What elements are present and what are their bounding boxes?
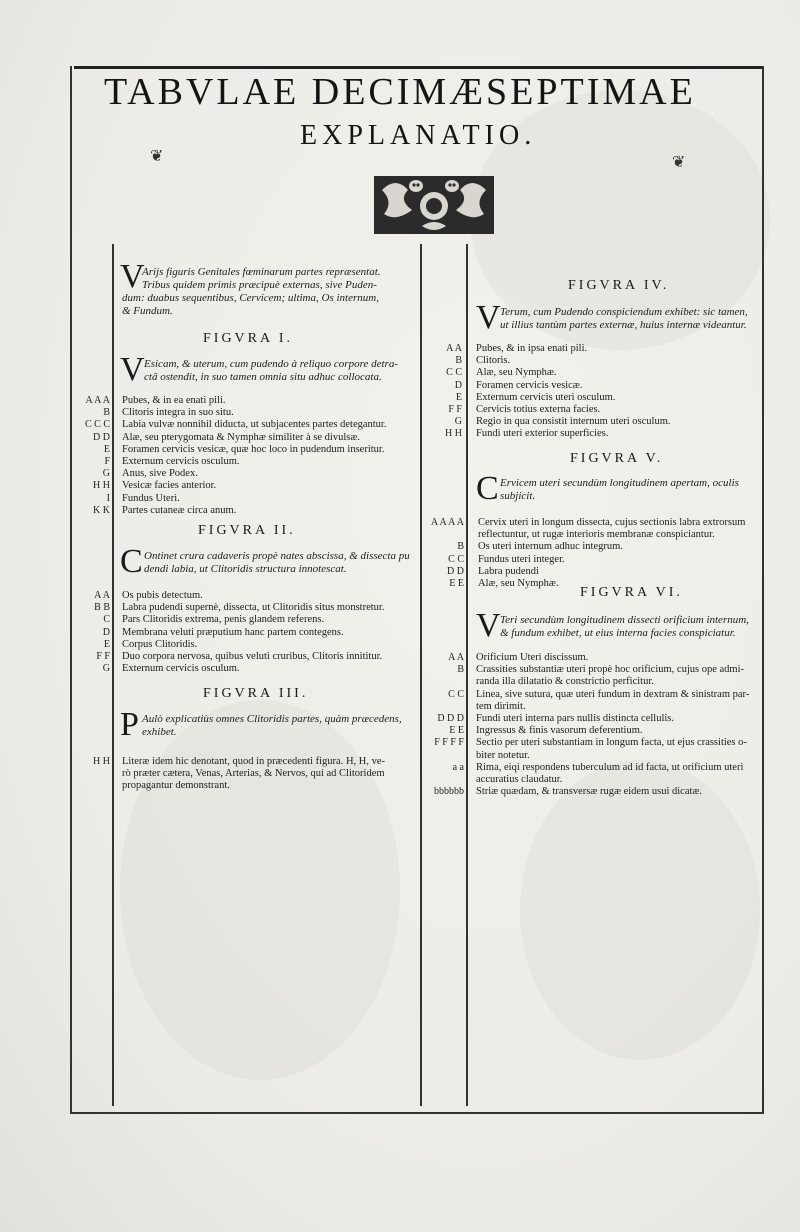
figura2-reference-letter: B B: [94, 602, 110, 614]
figura2-reference-letter: A A: [94, 590, 110, 601]
intro-dropcap: V: [120, 258, 145, 295]
figura1-reference-letter: D D: [93, 431, 110, 443]
figura-5-dropcap: C: [476, 470, 499, 507]
figura-6-heading: FIGVRA VI.: [580, 585, 683, 600]
frame-top-rule: [74, 66, 764, 69]
figura5-item: reflectuntur, ut rugæ interioris membranæ conspiciantur.: [478, 529, 715, 541]
figura5-reference-letter: B: [457, 541, 464, 553]
figura1-reference-letter: H H: [93, 480, 110, 492]
figura6-item: tem dirimit.: [476, 700, 526, 712]
figura-3-dropcap: P: [120, 706, 139, 743]
figura6-item: Crassities substantiæ uteri propè hoc orificium, cujus ope admi-: [476, 664, 744, 676]
figura-6-dropcap: V: [476, 607, 501, 644]
figura6-item: Linea, sive sutura, quæ uteri fundum in dextram & sinistram par-: [476, 688, 750, 700]
figura1-item: Externum cervicis osculum.: [122, 456, 240, 467]
figura4-reference-letter: D: [454, 379, 462, 391]
figura-1-dropcap: V: [120, 351, 145, 388]
figura4-item: Regio in qua consistit internum uteri osculum.: [476, 416, 671, 428]
figura4-item: Alæ, seu Nymphæ.: [476, 367, 557, 379]
left-column-rule: [112, 244, 114, 1106]
figura1-reference-letter: E: [103, 443, 110, 455]
figura3-item: propagantur demonstrant.: [122, 780, 230, 792]
figura6-reference-letter: bbbbbb: [434, 786, 464, 798]
figura4-reference-letter: C C: [446, 367, 462, 379]
figura-1-heading: FIGVRA I.: [203, 331, 294, 346]
figura4-reference-letter: H H: [445, 428, 462, 440]
figura2-reference-letter: G: [102, 663, 110, 675]
figura3-item: Literæ idem hic denotant, quod in præcedenti figura. H, H, ve-: [122, 756, 386, 767]
figura6-item: accuratius claudatur.: [476, 774, 563, 785]
figura-2-dropcap: C: [120, 543, 143, 580]
figura6-item: randa illa dilatatio & constrictio perficitur.: [476, 676, 654, 688]
right-column-rule: [466, 244, 468, 1106]
figura-6-desc: Teri secundùm longitudinem dissecti orificium internum,: [500, 614, 749, 626]
figura6-reference-letter: C C: [448, 688, 464, 700]
frame-left-rule: [70, 66, 72, 1112]
figura-4-desc: Terum, cum Pudendo conspiciendum exhibet: sic tamen,: [500, 306, 748, 318]
figura4-reference-letter: G: [454, 416, 462, 428]
fleuron-right-icon: ❦: [672, 152, 686, 171]
figura4-item: Pubes, & in ipsa enati pili.: [476, 343, 588, 354]
figura5-item: Os uteri internum adhuc integrum.: [478, 541, 623, 553]
figura1-reference-letter: F: [104, 456, 110, 467]
figura4-reference-letter: B: [455, 355, 462, 367]
figura2-item: Pars Clitoridis extrema, penis glandem referens.: [122, 614, 325, 626]
figura-1-desc: Esicam, & uterum, cum pudendo à reliquo corpore detra-: [144, 358, 398, 370]
figura5-item: Cervix uteri in longum dissecta, cujus sectionis labra extrorsum: [478, 517, 746, 528]
figura1-item: Foramen cervicis vesicæ, quæ hoc loco in pudendum inseritur.: [122, 443, 385, 455]
figura4-item: Externum cervicis uteri osculum.: [476, 391, 616, 403]
figura1-item: Partes cutaneæ circa anum.: [122, 504, 237, 516]
figura4-reference-letter: A A: [446, 343, 462, 354]
figura2-item: Os pubis detectum.: [122, 590, 203, 601]
figura4-item: Cervicis totius externa facies.: [476, 404, 601, 415]
figura-5-desc: subjicit.: [500, 490, 536, 502]
figura2-reference-letter: C: [103, 614, 110, 626]
paper-stain: [520, 760, 760, 1060]
page-subtitle: EXPLANATIO.: [300, 120, 537, 151]
woodcut-ornament-icon: [372, 170, 496, 240]
frame-bottom-rule: [70, 1112, 764, 1114]
figura-4-desc: ut illius tantùm partes externæ, huius internæ videantur.: [500, 319, 747, 331]
figura-2-desc: Ontinet crura cadaveris propè nates abscissa, & dissecta pu: [144, 550, 410, 562]
figura2-item: Duo corpora nervosa, quibus veluti cruribus, Clitoris innititur.: [122, 651, 383, 662]
figura6-item: Striæ quædam, & transversæ rugæ eidem usui dicatæ.: [476, 786, 703, 798]
figura-5-desc: Ervicem uteri secundùm longitudinem apertam, oculis: [500, 477, 739, 489]
figura4-reference-letter: E: [455, 391, 462, 403]
figura-3-desc: Aulò explicatiùs omnes Clitoridis partes, quàm præcedens,: [142, 713, 402, 725]
figura1-reference-letter: G: [102, 468, 110, 480]
figura2-item: Corpus Clitoridis.: [122, 638, 198, 650]
figura3-item: rò præter cætera, Venas, Arterias, & Nervos, qui ad Clitoridem: [122, 768, 385, 780]
figura-5-heading: FIGVRA V.: [570, 451, 664, 466]
figura2-reference-letter: F F: [96, 651, 110, 662]
figura4-item: Fundi uteri exterior superficies.: [476, 428, 609, 440]
figura1-reference-letter: K K: [93, 504, 110, 516]
figura6-reference-letter: B: [457, 664, 464, 676]
figura3-reference-letter: H H: [93, 756, 110, 767]
figura6-reference-letter: D D D: [437, 713, 464, 724]
figura1-reference-letter: A A A: [85, 395, 110, 406]
figura6-item: biter notetur.: [476, 749, 530, 761]
figura6-reference-letter: E E: [449, 725, 464, 737]
figura6-reference-letter: A A: [448, 652, 464, 663]
figura6-item: Sectio per uteri substantiam in longum facta, ut ejus crassities o-: [476, 737, 747, 749]
fleuron-left-icon: ❦: [150, 146, 164, 165]
intro-line: Tribus quidem primis præcipuè externas, sive Puden-: [142, 279, 377, 291]
figura2-reference-letter: D: [102, 626, 110, 638]
figura-4-heading: FIGVRA IV.: [568, 278, 670, 293]
figura-4-dropcap: V: [476, 299, 501, 336]
figura5-reference-letter: D D: [447, 565, 464, 577]
figura-3-desc: exhibet.: [142, 726, 177, 738]
figura-2-heading: FIGVRA II.: [198, 523, 296, 538]
frame-right-rule: [762, 66, 764, 1112]
figura5-reference-letter: A A A A: [430, 517, 464, 528]
figura6-item: Rima, eiqi respondens tuberculum ad id facta, ut orificium uteri: [476, 761, 744, 773]
figura4-reference-letter: F F: [448, 404, 462, 415]
figura2-item: Labra pudendi supernè, dissecta, ut Clitoridis situs monstretur.: [122, 602, 385, 614]
figura-6-desc: & fundum exhibet, ut eius interna facies conspiciatur.: [500, 627, 736, 639]
figura-3-heading: FIGVRA III.: [203, 686, 309, 701]
figura5-item: Alæ, seu Nymphæ.: [478, 578, 559, 589]
figura1-reference-letter: B: [103, 407, 110, 419]
figura4-item: Clitoris.: [476, 355, 511, 367]
figura6-reference-letter: F F F F: [434, 737, 464, 749]
figura2-reference-letter: E: [103, 638, 110, 650]
figura2-item: Membrana veluti præputium hanc partem contegens.: [122, 626, 344, 638]
page-title: TABVLAE DECIMÆSEPTIMAE: [104, 71, 696, 113]
figura4-item: Foramen cervicis vesicæ.: [476, 379, 583, 391]
figura1-item: Alæ, seu pterygomata & Nymphæ similiter à se divulsæ.: [122, 431, 360, 443]
figura1-item: Vesicæ facies anterior.: [122, 480, 217, 492]
figura1-item: Anus, sive Podex.: [122, 468, 198, 480]
figura1-reference-letter: C C C: [84, 419, 110, 431]
figura5-reference-letter: C C: [448, 553, 464, 565]
figura6-item: Ingressus & finis vasorum deferentium.: [476, 725, 643, 737]
figura1-reference-letter: I: [106, 492, 110, 504]
figura-2-desc: dendi labia, ut Clitoridis structura innotescat.: [144, 563, 347, 575]
figura6-reference-letter: a a: [452, 761, 464, 773]
figura2-item: Externum cervicis osculum.: [122, 663, 240, 675]
figura1-item: Fundus Uteri.: [122, 492, 180, 504]
figura5-item: Fundus uteri integer.: [478, 553, 565, 565]
figura6-item: Fundi uteri interna pars nullis distincta cellulis.: [476, 713, 675, 724]
figura5-item: Labra pudendi: [478, 565, 539, 577]
intro-line: & Fundum.: [122, 305, 173, 317]
figura-1-desc: ctâ ostendit, in suo tamen omnia situ adhuc collocata.: [144, 371, 382, 383]
intro-line: Arijs figuris Genitales fœminarum partes repræsentat.: [142, 266, 381, 278]
figura1-item: Clitoris integra in suo situ.: [122, 407, 234, 419]
figura1-item: Pubes, & in ea enati pili.: [122, 395, 226, 406]
figura6-item: Orificium Uteri discissum.: [476, 652, 589, 663]
intro-line: dum: duabus sequentibus, Cervicem; ultima, Os internum,: [122, 292, 379, 304]
figura5-reference-letter: E E: [449, 578, 464, 589]
figura1-item: Labia vulvæ nonnihil diducta, ut subjacentes partes detegantur.: [122, 419, 387, 431]
